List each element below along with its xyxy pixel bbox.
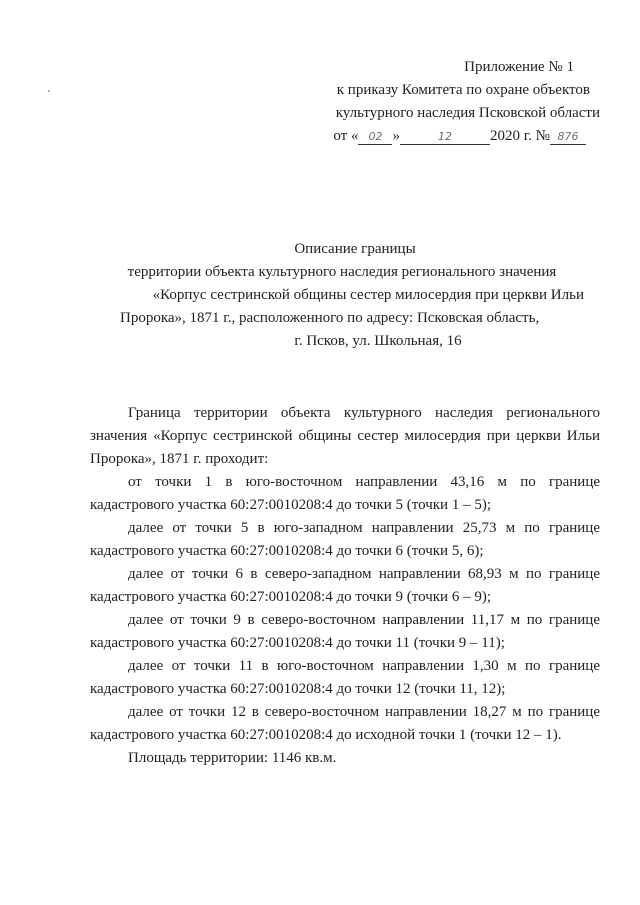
date-prefix: от « <box>333 128 359 144</box>
title-line-2: территории объекта культурного наследия регионального значения <box>127 264 557 280</box>
segment-paragraph: далее от точки 12 в северо-восточном направлении 18,27 м по границе кадастрового участка 60:27:0010208:4 до исходной точки 1 (точки 12 – 1). <box>90 704 600 743</box>
boundary-description <box>90 402 600 770</box>
title-line-4: Пророка», 1871 г., расположенного по адресу: Псковская область, <box>120 310 540 326</box>
document-title <box>86 238 584 353</box>
appendix-order-line: к приказу Комитета по охране объектов <box>336 82 590 98</box>
area-paragraph: Площадь территории: 1146 кв.м. <box>128 750 337 766</box>
handwritten-month: 12 <box>400 130 490 145</box>
segment-paragraph: далее от точки 5 в юго-западном направлении 25,73 м по границе кадастрового участка 60:27:0010208:4 до точки 6 (точки 5, 6); <box>90 520 600 559</box>
appendix-title: Приложение № 1 <box>464 59 574 75</box>
appendix-header <box>300 56 600 148</box>
title-line-3: «Корпус сестринской общины сестер милосердия при церкви Ильи <box>152 287 584 303</box>
appendix-date-line <box>300 125 600 148</box>
date-year: 2020 г. № <box>489 128 550 144</box>
segment-paragraph: далее от точки 9 в северо-восточном направлении 11,17 м по границе кадастрового участка 60:27:0010208:4 до точки 11 (точки 9 – 11); <box>90 612 600 651</box>
segment-paragraph: далее от точки 11 в юго-восточном направлении 1,30 м по границе кадастрового участка 60:27:0010208:4 до точки 12 (точки 11, 12); <box>90 658 600 697</box>
handwritten-day: 02 <box>358 130 392 145</box>
appendix-committee-line: культурного наследия Псковской области <box>335 105 600 121</box>
segment-paragraph: далее от точки 6 в северо-западном направлении 68,93 м по границе кадастрового участка 60:27:0010208:4 до точки 9 (точки 6 – 9); <box>90 566 600 605</box>
segment-paragraph: от точки 1 в юго-восточном направлении 43,16 м по границе кадастрового участка 60:27:0010208:4 до точки 5 (точки 1 – 5); <box>90 474 600 513</box>
date-mid: » <box>392 128 400 144</box>
scan-speck <box>48 90 50 92</box>
title-line-5: г. Псков, ул. Школьная, 16 <box>294 333 462 349</box>
title-line-1: Описание границы <box>294 241 416 257</box>
handwritten-order-number: 876 <box>550 130 586 145</box>
intro-paragraph: Граница территории объекта культурного наследия регионального значения «Корпус сестринской общины сестер милосердия при церкви Ильи Пророка», 1871 г. проходит: <box>90 405 600 467</box>
